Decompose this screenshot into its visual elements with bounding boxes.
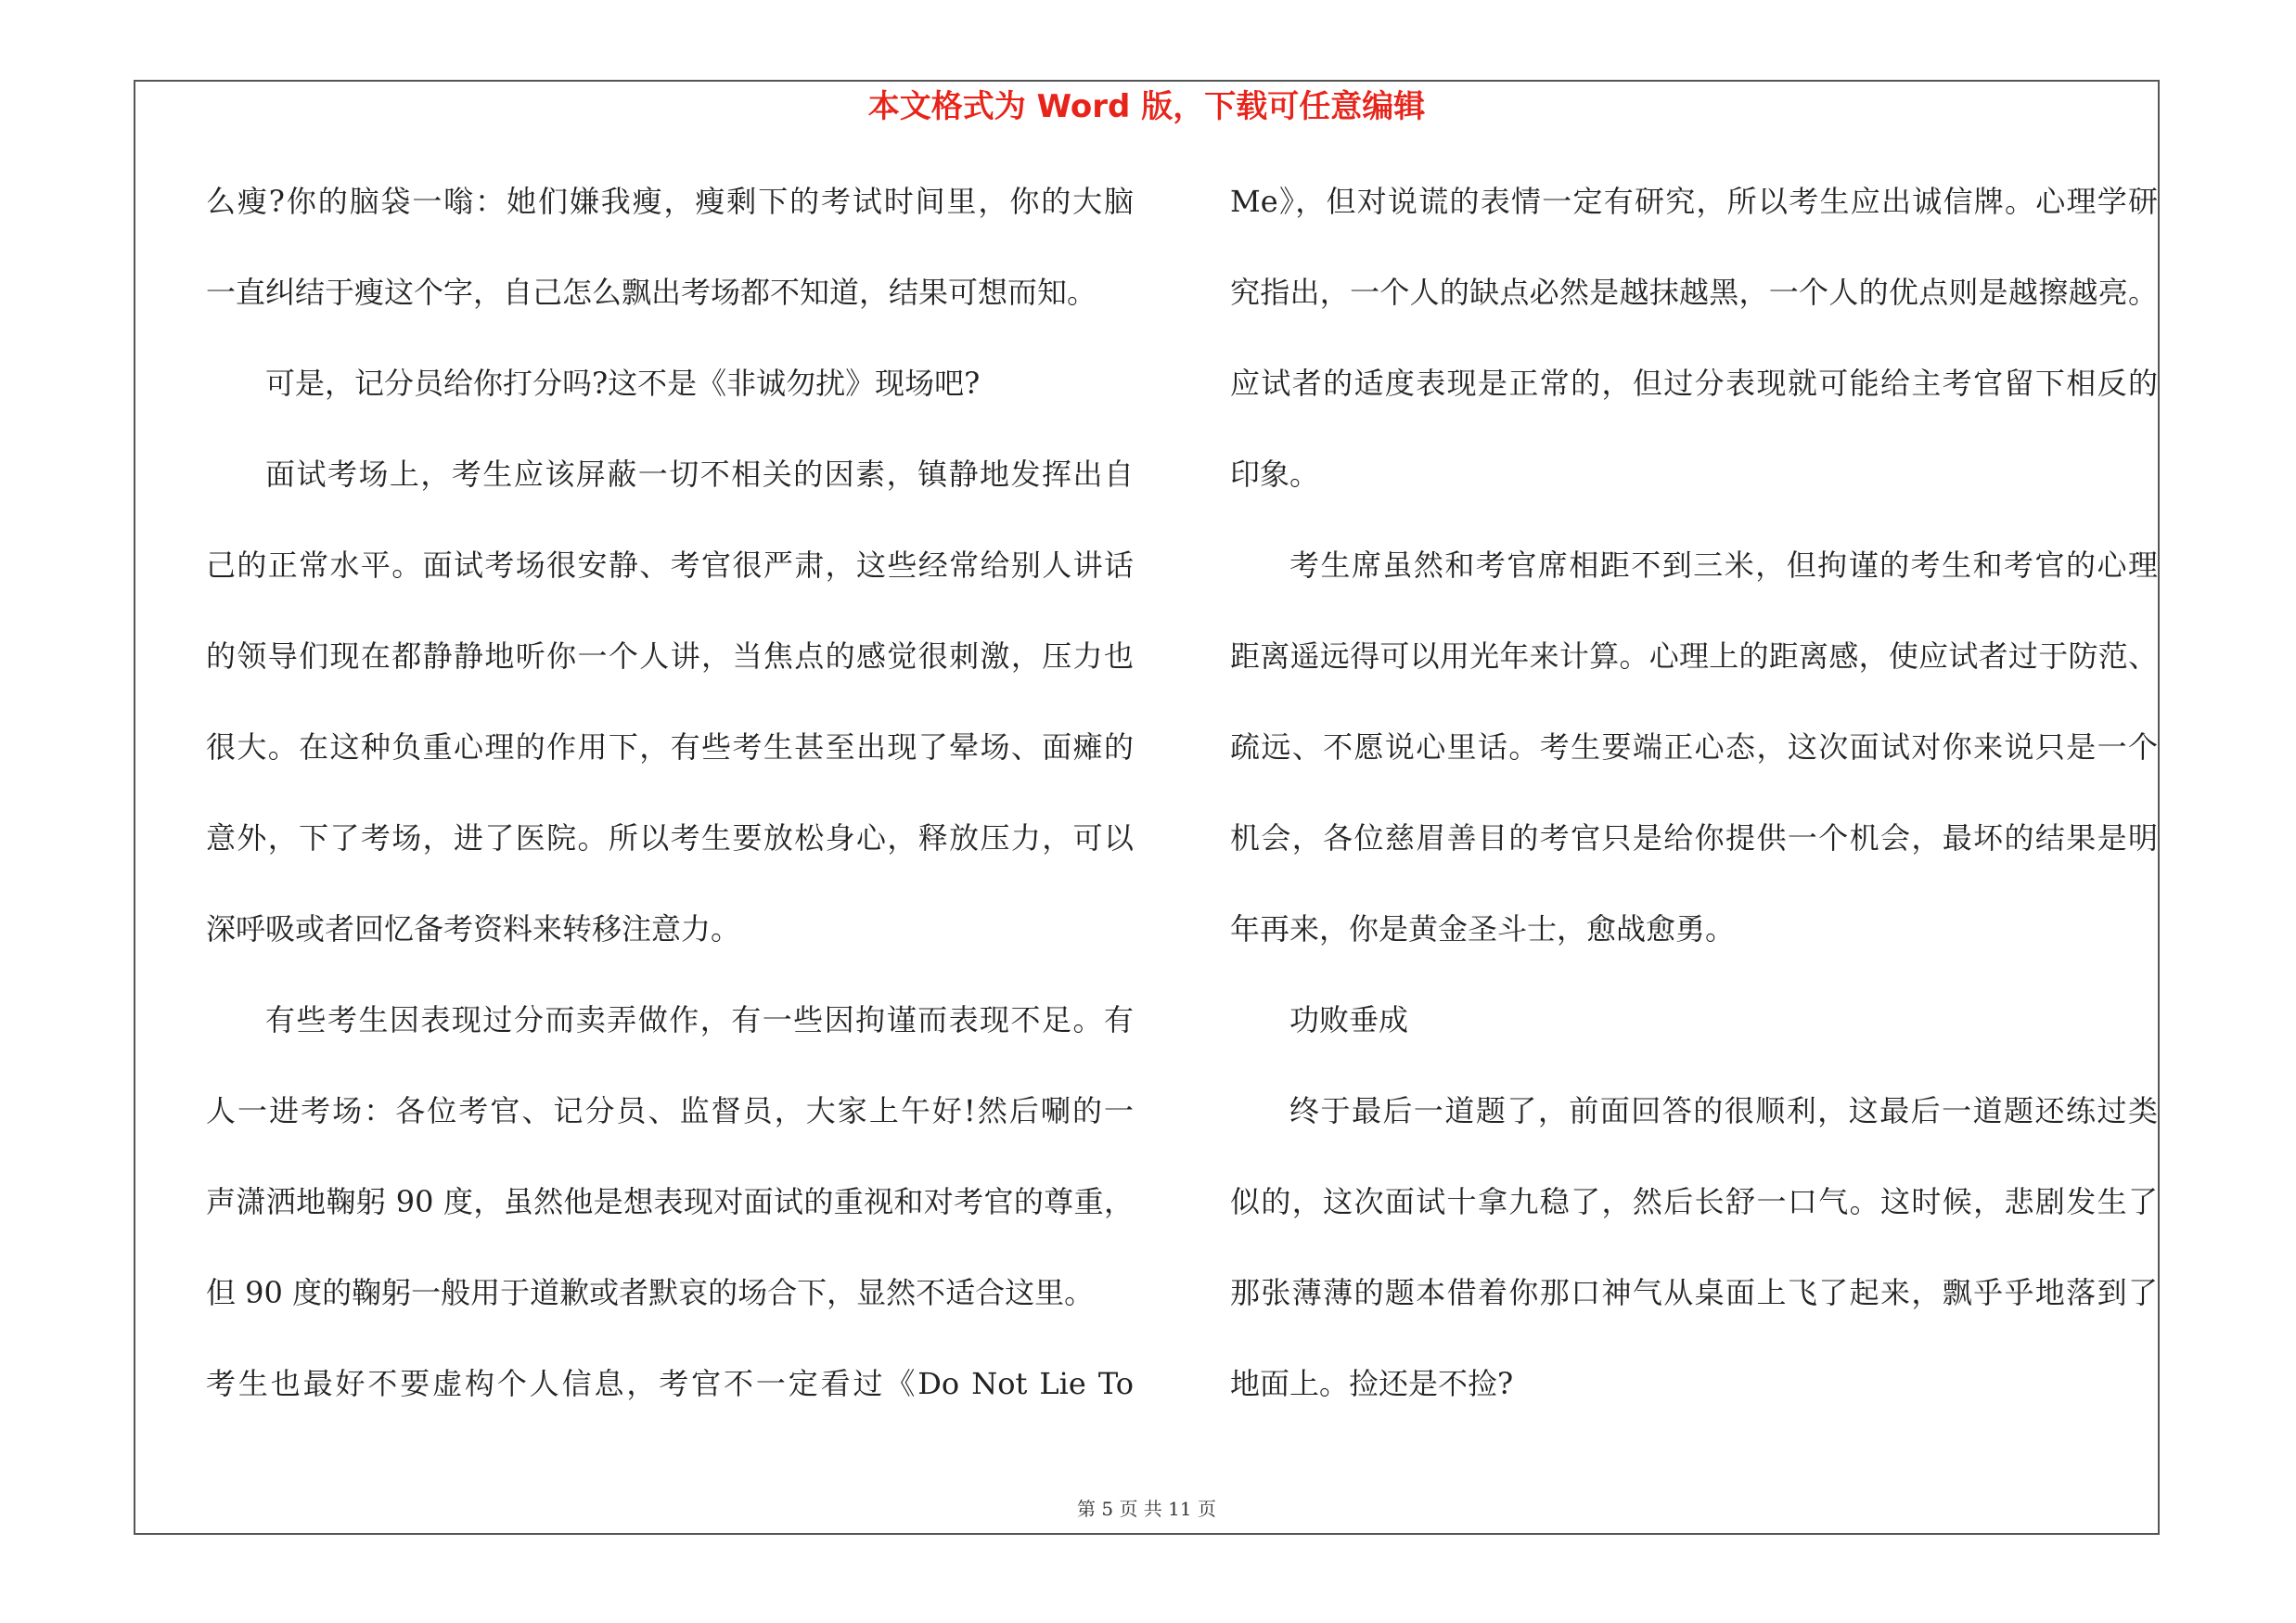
- text-line: 地面上。捡还是不捡?: [1230, 1366, 1514, 1401]
- text-line: 很大。在这种负重心理的作用下，有些考生甚至出现了晕场、面瘫的: [206, 729, 1134, 765]
- text-line: 的领导们现在都静静地听你一个人讲，当焦点的感觉很刺激，压力也: [206, 638, 1134, 674]
- text-line: 机会，各位慈眉善目的考官只是给你提供一个机会，最坏的结果是明: [1230, 820, 2158, 856]
- left-column: [206, 182, 1134, 1455]
- text-line: 疏远、不愿说心里话。考生要端正心态，这次面试对你来说只是一个: [1230, 729, 2158, 765]
- text-line: 有些考生因表现过分而卖弄做作，有一些因拘谨而表现不足。有: [265, 1002, 1134, 1037]
- text-line: 究指出，一个人的缺点必然是越抹越黑，一个人的优点则是越擦越亮。: [1230, 275, 2158, 310]
- page-frame: [134, 80, 2160, 1535]
- text-line: 面试考场上，考生应该屏蔽一切不相关的因素，镇静地发挥出自: [265, 457, 1134, 492]
- text-line: 应试者的适度表现是正常的，但过分表现就可能给主考官留下相反的: [1230, 366, 2158, 401]
- text-line: 可是，记分员给你打分吗?这不是《非诚勿扰》现场吧?: [265, 366, 981, 401]
- text-line: 意外，下了考场，进了医院。所以考生要放松身心，释放压力，可以: [206, 820, 1134, 856]
- text-line: 但 90 度的鞠躬一般用于道歉或者默哀的场合下，显然不适合这里。: [206, 1275, 1095, 1310]
- text-line: Me》，但对说谎的表情一定有研究，所以考生应出诚信牌。心理学研: [1230, 184, 2158, 219]
- text-line: 那张薄薄的题本借着你那口神气从桌面上飞了起来，飘乎乎地落到了: [1230, 1275, 2158, 1310]
- text-line: 终于最后一道题了，前面回答的很顺利，这最后一道题还练过类: [1289, 1093, 2158, 1128]
- text-line: 人一进考场：各位考官、记分员、监督员，大家上午好!然后唰的一: [206, 1093, 1134, 1128]
- text-line: 似的，这次面试十拿九稳了，然后长舒一口气。这时候，悲剧发生了: [1230, 1184, 2158, 1219]
- text-line: 年再来，你是黄金圣斗士，愈战愈勇。: [1230, 911, 1736, 947]
- text-line: 深呼吸或者回忆备考资料来转移注意力。: [206, 911, 741, 947]
- text-line: 么瘦?你的脑袋一嗡：她们嫌我瘦，瘦剩下的考试时间里，你的大脑: [206, 184, 1134, 219]
- text-line: 功败垂成: [1289, 1002, 1409, 1037]
- text-line: 印象。: [1230, 457, 1320, 492]
- text-line: 距离遥远得可以用光年来计算。心理上的距离感，使应试者过于防范、: [1230, 638, 2158, 674]
- text-line: 考生席虽然和考官席相距不到三米，但拘谨的考生和考官的心理: [1289, 547, 2158, 583]
- text-line: 己的正常水平。面试考场很安静、考官很严肃，这些经常给别人讲话: [206, 547, 1134, 583]
- page-number: 第 5 页 共 11 页: [1077, 1498, 1216, 1520]
- right-column: [1230, 182, 2158, 1455]
- text-line: 一直纠结于瘦这个字，自己怎么飘出考场都不知道，结果可想而知。: [206, 275, 1097, 310]
- text-line: 声潇洒地鞠躬 90 度，虽然他是想表现对面试的重视和对考官的尊重，: [206, 1184, 1134, 1219]
- header-banner: 本文格式为 Word 版，下载可任意编辑: [867, 88, 1426, 125]
- text-line: 考生也最好不要虚构个人信息，考官不一定看过《Do Not Lie To: [206, 1366, 1134, 1401]
